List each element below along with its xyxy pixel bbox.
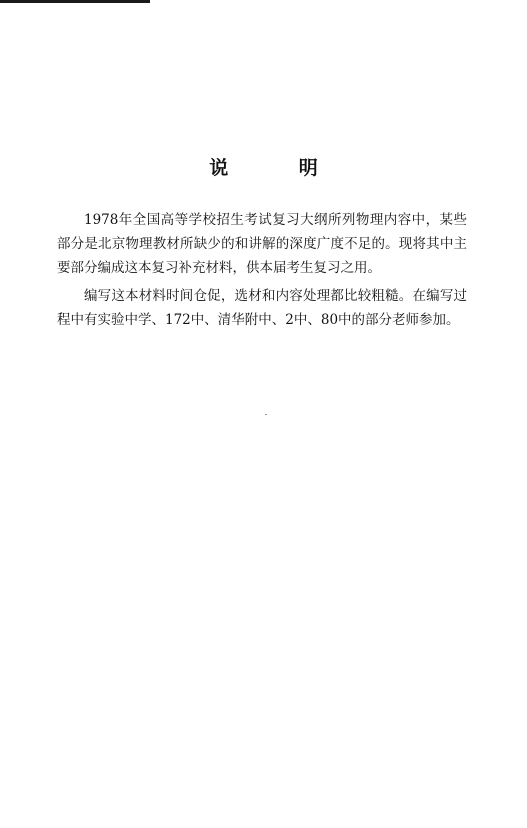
body-text bbox=[57, 208, 467, 332]
scan-speck bbox=[265, 414, 267, 415]
page-title: 说 明 bbox=[209, 157, 350, 179]
paragraph-2: 编写这本材料时间仓促，选材和内容处理都比较粗糙。在编写过程中有实验中学、172中、清华附中、2中、80中的部分老师参加。 bbox=[57, 288, 467, 328]
top-rule bbox=[0, 0, 150, 3]
paragraph-1: 1978年全国高等学校招生考试复习大纲所列物理内容中，某些部分是北京物理教材所缺少的和讲解的深度广度不足的。现将其中主要部分编成这本复习补充材料，供本届考生复习之用。 bbox=[57, 212, 467, 276]
